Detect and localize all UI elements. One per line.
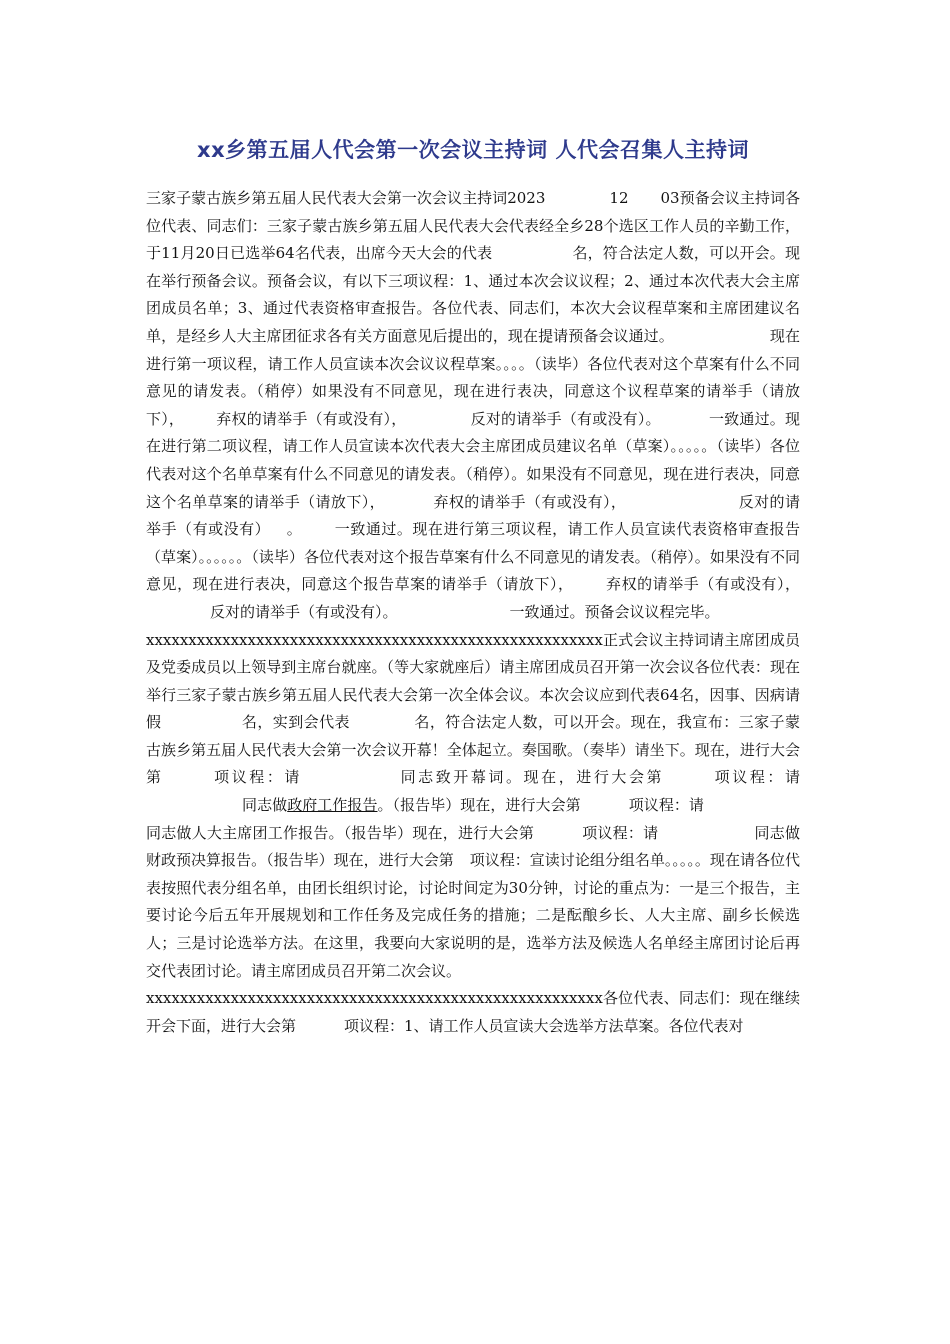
text-run: 同志做 [242,796,288,815]
text-run: 一致通过。现在进行第三项议程，请工作人员宣读代表资格审查报告（草案）。。。。。。（读毕）各位代表对这个报告草案有什么不同意见的请发表。（稍停）。如果没有不同意见，现在进行表决，同意这个报告草案的请举手（请放下）， [146,520,800,594]
text-run: 同志做财政预决算报告。（报告毕）现在，进行大会第 [146,823,800,870]
text-run: 反对的请举手（有或没有）。 [470,409,661,428]
paragraph-formal-meeting [146,627,800,986]
text-run: 名，实到会代表 [241,713,350,732]
text-run: 三家子蒙古族乡第五届人民代表大会第一次会议主持词2023 [146,189,546,207]
text-run: xxxxxxxxxxxxxxxxxxxxxxxxxxxxxxxxxxxxxxxxxxxxxxxxxxxxxx各位代表、同志们：现在继续开会下面，进行大会第 [146,989,800,1035]
paragraph-continued-meeting [146,985,800,1040]
text-run: 同志做人大主席团工作报告。（报告毕）现在，进行大会第 [146,823,535,842]
text-run: 项议程：请 [582,823,659,842]
text-run: 同志致开幕词。现在，进行大会第 [398,768,665,787]
text-run: 项议程：请 [628,796,704,815]
government-work-report-link[interactable]: 政府工作报告 [287,796,378,815]
text-run: 一致通过。预备会议议程完毕。 [509,602,720,621]
text-run: 反对的请举手（有或没有）。 [210,602,398,621]
text-run: 现在进行第一项议程，请工作人员宣读本次会议议程草案。。。。（读毕）各位代表对这个草案有什么不同意见的请发表。（稍停）如果没有不同意见，现在进行表决，同意这个议程草案的请举手（请放下）， [146,326,800,428]
text-run: 反对的请举手（有或没有） [146,492,800,539]
text-run: 03预备会议主持词各位代表、同志们：三家子蒙古族乡第五届人民代表大会代表经全乡28个选区工作人员的辛勤工作，于11月20日已选举64名代表，出席今天大会的代表 [146,189,800,263]
text-run: 弃权的请举手（有或没有）， [216,409,407,428]
text-run: 项议程：请 [712,768,800,787]
text-run: 一致通过。现在进行第二项议程，请工作人员宣读本次代表大会主席团成员建议名单（草案）。。。。。（读毕）各位代表对这个名单草案有什么不同意见的请发表。（稍停）。如果没有不同意见，现在进行表决，同意这个名单草案的请举手（请放下）， [146,409,800,511]
text-run: xxxxxxxxxxxxxxxxxxxxxxxxxxxxxxxxxxxxxxxxxxxxxxxxxxxxxx正式会议主持词请主席团成员及党委成员以上领导到主席台就座。（等大家就座后）请主席团成员召开第一次会议各位代表：现在举行三家子蒙古族乡第五届人民代表大会第一次全体会议。本次会议应到代表64名，因事、因病请假 [146,630,800,732]
text-run: 项议程：宣读讨论组分组名单。。。。。现在请各位代表按照代表分组名单，由团长组织讨论，讨论时间定为30分钟，讨论的重点为：一是三个报告，主要讨论今后五年开展规划和工作任务及完成任务的措施；二是酝酿乡长、人大主席、副乡长候选人；三是讨论选举方法。在这里，我要向大家说明的是，选举方法及候选人名单经主席团讨论后再交代表团讨论。请主席团成员召开第二次会议。 [146,851,800,980]
text-run: 12 [609,189,629,207]
text-run: 名，符合法定人数，可以开会。现在，我宣布：三家子蒙古族乡第五届人民代表大会第一次会议开幕！全体起立。奏国歌。（奏毕）请坐下。现在，进行大会第 [146,713,800,787]
text-run: 名，符合法定人数，可以开会。现在举行预备会议。预备会议，有以下三项议程：1、通过本次会议议程；2、通过本次代表大会主席团成员名单；3、通过代表资格审查报告。各位代表、同志们，本次大会议程草案和主席团建议名单，是经乡人大主席团征求各有关方面意见后提出的，现在提请预备会议通过。 [146,244,800,345]
document-title: xx乡第五届人代会第一次会议主持词 人代会召集人主持词 [197,138,749,162]
text-run: 弃权的请举手（有或没有）， [433,492,627,511]
text-run: 项议程：请 [211,768,302,787]
text-run: 弃权的请举手（有或没有）， [605,575,800,594]
document-body [146,185,800,1040]
text-run: 。 [286,520,303,539]
paragraph-preparatory-meeting [146,185,800,627]
text-run: 项议程：1、请工作人员宣读大会选举方法草案。各位代表对 [344,1016,744,1035]
text-run: 。（报告毕）现在，进行大会第 [377,796,581,815]
